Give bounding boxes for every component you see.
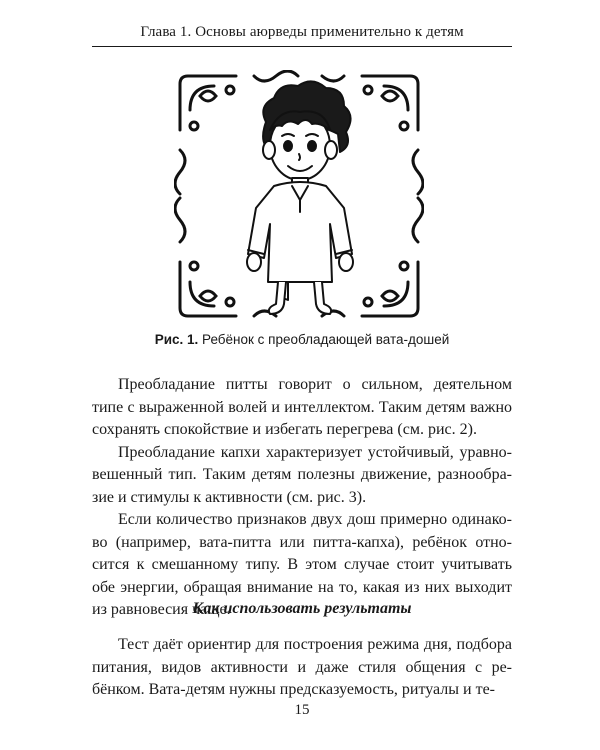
page-number: 15	[294, 702, 310, 718]
running-head: Глава 1. Основы аюрведы применительно к детям	[140, 24, 464, 40]
section-body	[92, 634, 512, 702]
section-title: Как использовать результаты	[192, 600, 412, 617]
ornamental-corner-frame	[174, 70, 424, 322]
paragraph-usage: Тест даёт ориентир для построения режима дня, подбора питания, видов активности и даже стиля общения с ребёнком. Вата-детям нужны предсказуемость, ритуалы и те-	[92, 636, 512, 698]
body-text	[92, 374, 512, 622]
vata-child-illustration	[247, 81, 353, 314]
paragraph-kapha: Преобладание капхи характеризует устойчивый, уравновешенный тип. Таким детям полезны движение, разнообразие и стимулы к активности (см. рис. 3).	[92, 443, 512, 506]
figure	[174, 70, 424, 322]
figure-number: Рис. 1.	[154, 332, 199, 347]
figure-caption-text: Ребёнок с преобладающей вата-дошей	[202, 332, 450, 347]
figure-caption	[92, 332, 512, 347]
paragraph-mixed: Если количество признаков двух дош примерно одинаково (например, вата-питта или питта-капха), ребёнок относится к смешанному типу. В этом случае стоит учитывать обе энергии, обращая внимание на то, какая из них выходит из равновесия чаще.	[92, 511, 512, 618]
header-rule	[92, 46, 512, 47]
paragraph-pitta: Преобладание питты говорит о сильном, деятельном типе с выраженной волей и интеллектом. Таким детям важно сохранять спокойствие и избегать перегрева (см. рис. 2).	[92, 376, 512, 438]
